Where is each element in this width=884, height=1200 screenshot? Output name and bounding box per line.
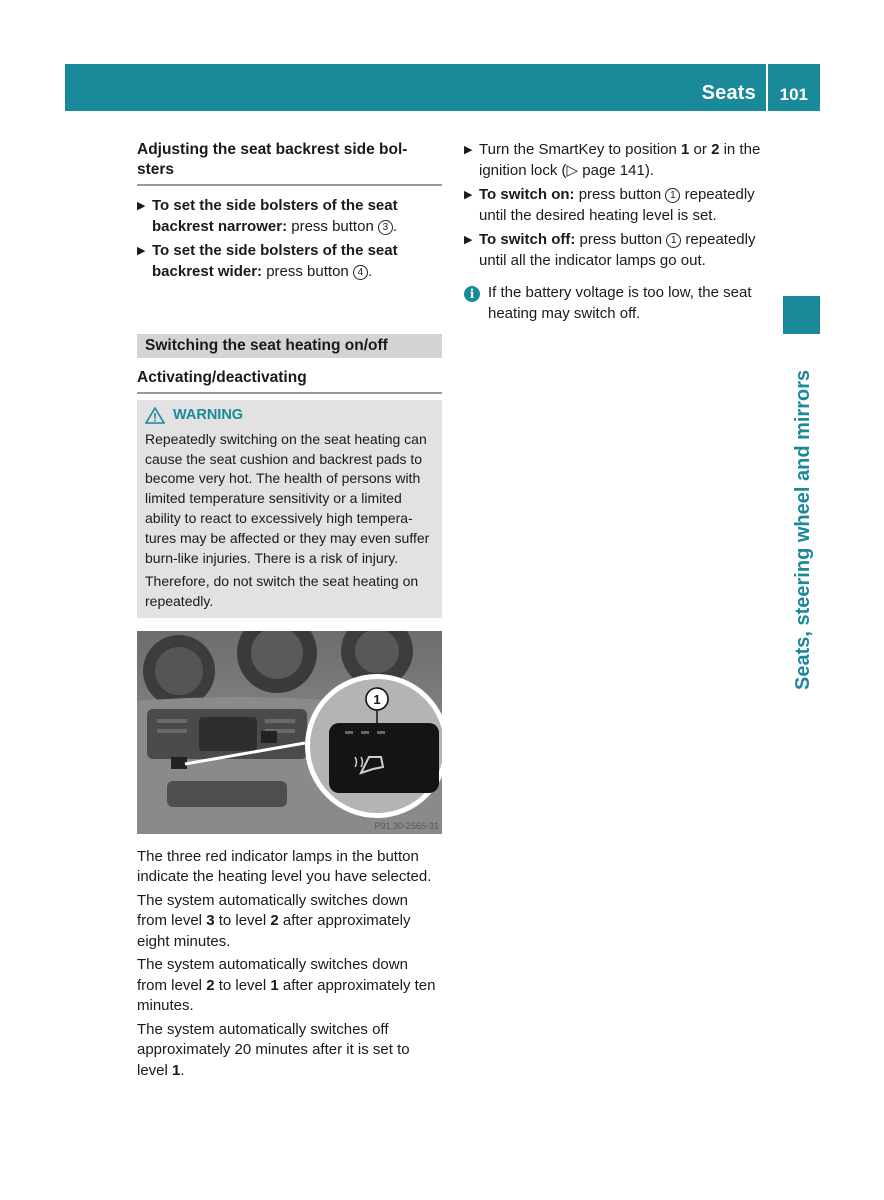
warning-text-1: Repeatedly switching on the seat heating can cause the seat cushion and backrest pads to become very hot. The health of persons with limited temperature sensitivity or a limited ability to react to excessively high tempera-tures may be affected or they may even suffer burn-like injuries. There is a risk of injury. bbox=[145, 430, 430, 566]
step-arrow-icon: ▶ bbox=[137, 245, 146, 257]
step-switch-on: ▶ To switch on: press button 1 repeatedly until the desired heating level is set. bbox=[464, 186, 755, 224]
header-divider bbox=[766, 64, 768, 111]
right-column bbox=[464, 140, 774, 324]
left-column bbox=[137, 140, 442, 1084]
warning-triangle-icon bbox=[145, 407, 165, 424]
section-title-seat-heating: Switching the seat heating on/off bbox=[137, 334, 442, 358]
step-arrow-icon: ▶ bbox=[464, 234, 473, 246]
step-arrow-icon: ▶ bbox=[137, 200, 146, 212]
side-tab-marker bbox=[783, 296, 820, 334]
page-reference-icon: ▷ bbox=[566, 161, 579, 179]
info-note bbox=[464, 283, 774, 324]
warning-header bbox=[145, 406, 435, 426]
button-4-icon: 4 bbox=[353, 265, 368, 280]
step-switch-off: ▶ To switch off: press button 1 repeatedly until all the indicator lamps go out. bbox=[464, 231, 756, 269]
page-header bbox=[65, 64, 820, 111]
paragraph-level-3-to-2: The system automatically switches down from level 3 to level 2 after approximately eight minutes. bbox=[137, 891, 411, 950]
step-turn-smartkey: ▶ Turn the SmartKey to position 1 or 2 in the ignition lock (▷ page 141). bbox=[464, 141, 761, 179]
header-title: Seats bbox=[701, 82, 756, 104]
info-icon: i bbox=[464, 286, 480, 302]
page-number: 101 bbox=[779, 85, 808, 104]
button-3-icon: 3 bbox=[378, 220, 393, 235]
button-1-icon: 1 bbox=[665, 188, 680, 203]
paragraph-level-2-to-1: The system automatically switches down from level 2 to level 1 after approximately ten minutes. bbox=[137, 956, 436, 1015]
section-heading-side-bolsters: Adjusting the seat backrest side bol- sters bbox=[137, 140, 442, 186]
dashboard-illustration bbox=[137, 631, 442, 834]
photo-callout-label: 1 bbox=[373, 691, 381, 707]
warning-box bbox=[137, 400, 442, 618]
photo-reference-code: P91.30-2565-31 bbox=[374, 820, 439, 831]
step-wider: ▶ To set the side bolsters of the seat backrest wider: press button 4 . bbox=[137, 242, 398, 280]
info-text: If the battery voltage is too low, the seat heating may switch off. bbox=[488, 284, 752, 322]
paragraph-switch-off: The system automatically switches off approximately 20 minutes after it is set to level 1. bbox=[137, 1020, 410, 1079]
paragraph-indicator-lamps: The three red indicator lamps in the button indicate the heating level you have selected. bbox=[137, 847, 432, 886]
seat-heating-button-photo bbox=[137, 631, 442, 834]
step-arrow-icon: ▶ bbox=[464, 144, 473, 156]
button-1-icon: 1 bbox=[666, 233, 681, 248]
subheading-activating: Activating/deactivating bbox=[137, 368, 442, 394]
step-narrower: ▶ To set the side bolsters of the seat backrest narrower: press button 3 . bbox=[137, 197, 398, 235]
warning-label: WARNING bbox=[173, 407, 244, 423]
side-tab-label: Seats, steering wheel and mirrors bbox=[792, 369, 814, 690]
warning-text-2: Therefore, do not switch the seat heating on repeatedly. bbox=[145, 573, 419, 610]
step-arrow-icon: ▶ bbox=[464, 189, 473, 201]
